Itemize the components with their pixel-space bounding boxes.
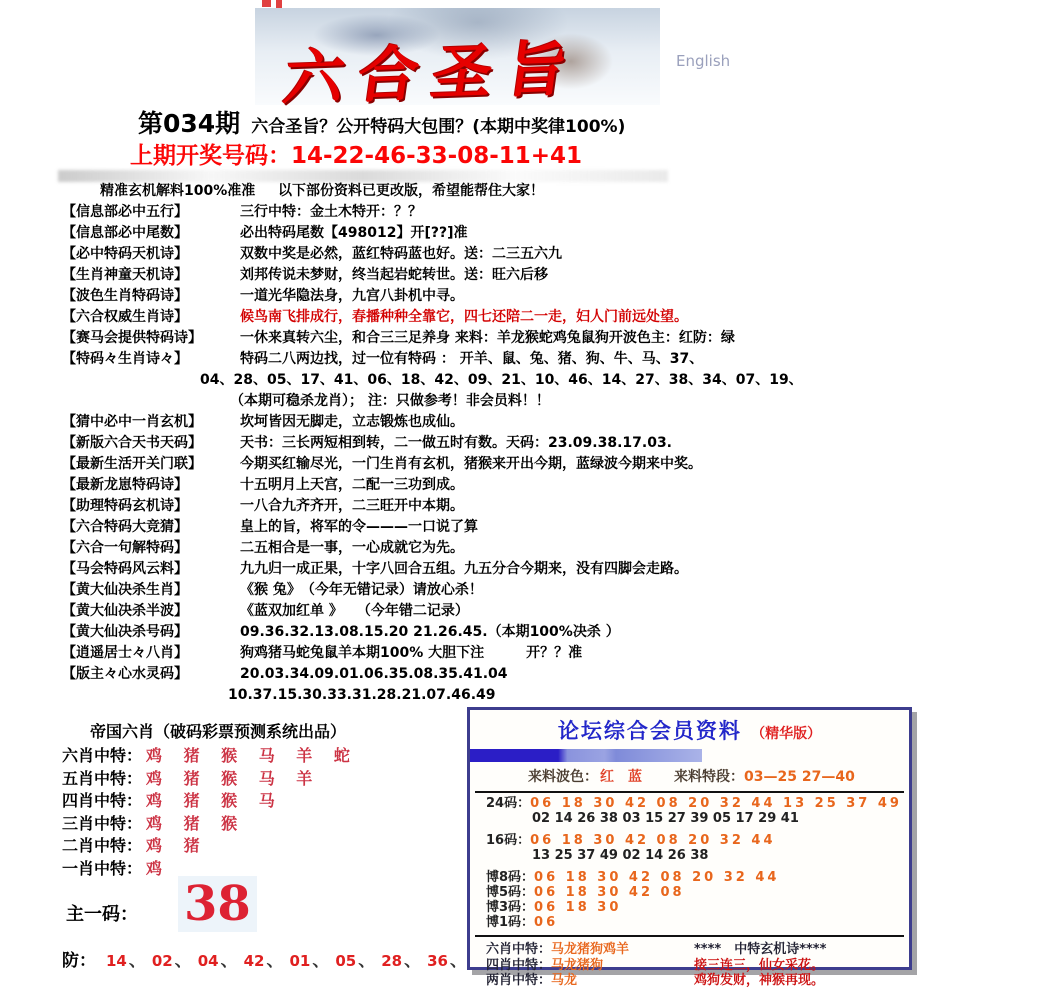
prediction-text: 天书：三长两短相到转，二一做五时有数。天码：23.09.38.17.03. [240, 435, 673, 451]
guard-number: 42 [243, 952, 265, 970]
issue-line [138, 104, 625, 140]
poem-line: 接三连三，仙女采花。 [694, 957, 825, 973]
prediction-label: 精准玄机解料100%准准 [100, 183, 256, 199]
code-row-label: 博5码： [486, 885, 535, 900]
guard-separator: 、 [404, 951, 422, 971]
prediction-label: 【黄大仙决杀半波】 [62, 603, 188, 619]
segment-label: 来料特段： [674, 769, 744, 785]
prediction-row [62, 517, 977, 538]
empire-row-animals: 鸡 [146, 858, 171, 878]
empire-row-animals: 鸡 猪 猴 马 [146, 791, 283, 810]
panel-title [470, 715, 909, 745]
prediction-label: 【最新生活开关门联】 [62, 456, 202, 472]
empire-row [62, 768, 472, 791]
prediction-text: 二五相合是一事，一心成就它为先。 [240, 540, 464, 556]
prediction-label: 【生肖神童天机诗】 [62, 267, 188, 283]
prediction-row [62, 412, 977, 433]
prediction-label: 【赛马会提供特码诗】 [62, 330, 202, 346]
guard-number: 28 [381, 952, 403, 970]
prediction-row [62, 349, 977, 370]
banner-title: 六合圣旨 [279, 33, 586, 115]
prediction-text: 十五明月上天宫，二配一三功到成。 [240, 477, 464, 493]
code-row [486, 900, 909, 915]
code-row-continued [532, 848, 909, 863]
code-row-numbers: 06 18 30 42 08 20 32 44 [530, 833, 776, 848]
prediction-label: 【六合权威生肖诗】 [62, 309, 188, 325]
prediction-label: 【六合特码大竞猜】 [62, 519, 188, 535]
banner-image [255, 8, 660, 115]
prediction-text: 皇上的旨，将军的令———一口说了算 [240, 519, 478, 535]
prediction-text: 狗鸡猪马蛇兔鼠羊本期100% 大胆下注 开？？准 [240, 645, 583, 661]
panel-zodiac-label: 四肖中特： [486, 957, 552, 973]
guard-separator: 、 [450, 951, 467, 971]
prediction-text: 《蓝双加红单 》 （今年错二记录） [240, 603, 469, 619]
code-row-label: 博1码： [486, 915, 535, 930]
code-row [486, 833, 909, 848]
last-draw-numbers: 上期开奖号码：14-22-46-33-08-11+41 [130, 143, 583, 169]
empire-row-label: 五肖中特： [62, 768, 143, 788]
prediction-text: 必出特码尾数【498012】开[??]准 [240, 225, 468, 241]
prediction-row [62, 265, 977, 286]
guard-numbers-row [62, 946, 494, 971]
prediction-label: 【六合一句解特码】 [62, 540, 188, 556]
guard-separator: 、 [220, 951, 238, 971]
prediction-text: 双数中奖是必然，蓝红特码蓝也好。送：二三五六九 [240, 246, 562, 262]
prediction-text: 今期买红输尽光，一门生肖有玄机，猪猴来开出今期，蓝绿波今期来中奖。 [240, 456, 702, 472]
empire-row-label: 六肖中特： [62, 746, 143, 765]
prediction-row [62, 496, 977, 517]
prediction-text: 以下部份资料已更改版，希望能帮住大家！ [278, 183, 544, 199]
prediction-row [62, 538, 977, 559]
empire-row-animals: 鸡 猪 猴 马 羊 [146, 768, 321, 788]
panel-bottom [486, 942, 899, 989]
guard-number: 02 [151, 952, 173, 970]
issue-number: 第034期 [138, 109, 241, 138]
prediction-text: 坎坷皆因无脚走，立志锻炼也成仙。 [240, 414, 464, 430]
prediction-row [62, 559, 977, 580]
code-row-numbers: 02 14 26 38 03 15 27 39 05 17 29 41 [532, 811, 799, 826]
guard-number: 14 [106, 952, 127, 970]
panel-title-suffix: （精华版） [751, 726, 822, 742]
main-code-label: 主一码： [66, 904, 138, 925]
code-row-numbers: 06 [534, 915, 559, 930]
prediction-text: 刘邦传说未梦财，终当起岩蛇转世。送：旺六后移 [240, 267, 548, 283]
prediction-row [62, 223, 977, 244]
empire-row [62, 835, 472, 858]
panel-zodiac-label: 六肖中特： [486, 942, 552, 957]
prediction-list [62, 181, 977, 706]
panel-zodiac-animals: 马龙猪狗 [551, 957, 604, 973]
prediction-row [62, 664, 977, 685]
code-row-label: 博8码： [486, 870, 535, 885]
code-row-label: 24码： [486, 796, 531, 811]
poem-lines [694, 958, 919, 989]
empire-row [62, 813, 472, 836]
panel-code-groups [486, 796, 909, 930]
poem-title: **** 中特玄机诗**** [694, 942, 827, 957]
panel-title-text: 论坛综合会员资料 [557, 719, 742, 743]
empire-title: 帝国六肖（破码彩票预测系统出品） [90, 722, 347, 741]
divider [475, 791, 904, 793]
empire-row-animals: 鸡 猪 [146, 836, 208, 855]
wave-value: 红 蓝 [600, 769, 642, 785]
prediction-row [62, 307, 977, 328]
code-row-numbers: 06 18 30 [534, 900, 622, 915]
prediction-label: 【特码々生肖诗々】 [62, 351, 188, 367]
guard-separator: 、 [266, 951, 284, 971]
prediction-row [62, 580, 977, 601]
prediction-label: 【信息部必中五行】 [62, 204, 188, 220]
panel-zodiac-label: 两肖中特： [486, 973, 552, 988]
prediction-label: 【必中特码天机诗】 [62, 246, 188, 262]
wave-label: 来料波色： [528, 769, 598, 785]
prediction-row [62, 286, 977, 307]
prediction-text: 一休来真转六尘，和合三三足养身 来料：羊龙猴蛇鸡兔鼠狗开波色主：红防：绿 [240, 330, 735, 346]
english-link[interactable]: English [676, 52, 731, 70]
prediction-row [62, 181, 977, 202]
empire-row-label: 一肖中特： [62, 858, 143, 878]
empire-row-label: 二肖中特： [62, 836, 143, 855]
guard-numbers [106, 946, 494, 971]
guard-separator: 、 [174, 951, 192, 971]
prediction-text-continued: （本期可稳杀龙肖）； 注：只做参考！非会员料！！ [230, 393, 550, 409]
empire-row [62, 790, 472, 813]
prediction-row [62, 601, 977, 622]
prediction-label: 【版主々心水灵码】 [62, 666, 188, 682]
mystery-poem [694, 942, 919, 989]
prediction-label: 【猜中必中一肖玄机】 [62, 414, 202, 430]
prediction-row [62, 328, 977, 349]
code-row [486, 796, 909, 811]
prediction-text: 特码二八两边找，过一位有特码 ： 开羊、鼠、兔、猪、狗、牛、马、37、 [240, 351, 704, 367]
empire-row-label: 四肖中特： [62, 791, 143, 810]
prediction-row [62, 454, 977, 475]
guard-number: 01 [289, 952, 311, 970]
guard-number: 36 [427, 952, 448, 970]
prediction-row [62, 433, 977, 454]
guard-number: 04 [197, 952, 219, 970]
prediction-text-continued: 04、28、05、17、41、06、18、42、09、21、10、46、14、27、38、34、07、19、 [200, 372, 803, 388]
prediction-text: 三行中特：金土木特开：？？ [240, 204, 422, 220]
prediction-text: 候鸟南飞排成行，春播种种全靠它，四七还陪二一走，妇人门前远处望。 [240, 309, 688, 325]
guard-separator: 、 [312, 951, 330, 971]
code-row [486, 870, 909, 885]
prediction-text: 09.36.32.13.08.15.20 21.26.45.（本期100%决杀 ） [240, 624, 620, 640]
prediction-text: 九九归一成正果，十字八回合五组。九五分合今期来，没有四脚会走路。 [240, 561, 688, 577]
code-row-numbers: 06 18 30 42 08 [534, 885, 685, 900]
prediction-label: 【黄大仙决杀生肖】 [62, 582, 188, 598]
empire-row-label: 三肖中特： [62, 813, 143, 833]
panel-zodiac-animals: 马龙猪狗鸡羊 [551, 942, 630, 957]
empire-row [62, 745, 472, 768]
tagline: 六合圣旨？公开特码大包围？(本期中奖律100%) [251, 117, 626, 137]
empire-row-animals: 鸡 猪 猴 [146, 813, 246, 833]
empire-row-animals: 鸡 猪 猴 马 羊 蛇 [146, 746, 358, 765]
forum-member-panel [467, 707, 912, 988]
code-row-continued [532, 811, 909, 826]
segment-value: 03—25 27—40 [744, 769, 855, 785]
prediction-text: 一道光华隐法身，九宫八卦机中寻。 [240, 288, 464, 304]
empire-six-zodiac [62, 719, 472, 880]
prediction-row [62, 643, 977, 664]
code-row-numbers: 13 25 37 49 02 14 26 38 [532, 848, 709, 863]
poem-line: 鸡狗发财，神猴再现。 [694, 973, 825, 988]
prediction-row [62, 475, 977, 496]
main-code-row [66, 876, 257, 932]
prediction-row [62, 244, 977, 265]
prediction-label: 【最新龙崽特码诗】 [62, 477, 188, 493]
code-row-numbers: 06 18 30 42 08 20 32 44 [534, 870, 780, 885]
prediction-text: 一八合九齐齐开，二三旺开中本期。 [240, 498, 464, 514]
prediction-label: 【逍遥居士々八肖】 [62, 645, 188, 661]
guard-separator: 、 [358, 951, 376, 971]
empire-rows [62, 745, 472, 880]
prediction-text-continued: 10.37.15.30.33.31.28.21.07.46.49 [228, 687, 496, 703]
banner-corner-mark [262, 0, 271, 7]
code-row [486, 915, 909, 930]
wave-color-line [528, 766, 909, 786]
prediction-label: 【马会特码风云料】 [62, 561, 188, 577]
code-row-label: 16码： [486, 833, 531, 848]
guard-number: 05 [335, 952, 357, 970]
prediction-text: 20.03.34.09.01.06.35.08.35.41.04 [240, 666, 508, 682]
main-code-value: 38 [178, 876, 257, 932]
prediction-label: 【波色生肖特码诗】 [62, 288, 188, 304]
prediction-label: 【信息部必中尾数】 [62, 225, 188, 241]
code-row-numbers: 06 18 30 42 08 20 32 44 13 25 37 49 [530, 796, 902, 811]
prediction-row [62, 202, 977, 223]
code-row [486, 885, 909, 900]
guard-separator: 、 [128, 951, 146, 971]
prediction-text: 《猴 兔》 （今年无错记录）请放心杀！ [240, 582, 483, 598]
guard-label: 防： [62, 951, 96, 971]
prediction-label: 【黄大仙决杀号码】 [62, 624, 188, 640]
code-row-label: 博3码： [486, 900, 535, 915]
prediction-row [62, 622, 977, 643]
prediction-label: 【新版六合天书天码】 [62, 435, 202, 451]
prediction-label: 【助理特码玄机诗】 [62, 498, 188, 514]
panel-zodiac-animals: 马龙 [551, 973, 578, 988]
gradient-bar [470, 749, 702, 762]
divider [475, 935, 904, 937]
